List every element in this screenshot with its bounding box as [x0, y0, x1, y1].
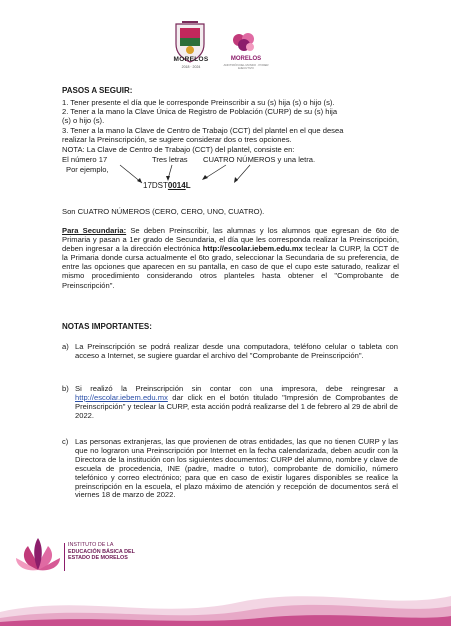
note-son: Son CUATRO NÚMEROS (CERO, CERO, UNO, CUATRO).	[62, 207, 265, 216]
iebem-flower-icon	[14, 536, 62, 574]
note-a-marker: a)	[62, 342, 69, 351]
note-numero: El número 17	[62, 155, 108, 164]
footer-line-1: INSTITUTO DE LA	[68, 542, 114, 548]
note-cuatro: CUATRO NÚMEROS y una letra.	[203, 155, 316, 164]
step-3-cont: realizar la Preinscripción, se sugiere considerar dos o tres opciones.	[62, 135, 292, 144]
footer-wave-decoration	[0, 580, 451, 626]
steps-title: PASOS A SEGUIR:	[62, 86, 133, 95]
note-ejemplo: Por ejemplo,	[66, 165, 109, 174]
notes-title: NOTAS IMPORTANTES:	[62, 322, 152, 331]
note-b	[62, 384, 398, 421]
secundaria-text: Se deben Preinscribir, las alumnas y los alumnos que egresan de 6to de Primaria y pasan a 1er grado de Secundaria, el día que les corresponda realizar la Preinscripción, deben ingresar a la dirección electrónica	[62, 226, 399, 254]
note-line: NOTA: La Clave de Centro de Trabajo (CCT) del plantel, consiste en:	[62, 145, 295, 154]
morelos-flower-icon	[228, 30, 260, 56]
logo-right-text: MORELOS	[230, 56, 262, 62]
footer-divider	[64, 543, 65, 571]
logo-left-text: MORELOS	[173, 56, 209, 63]
cct-part-b: 0014	[167, 181, 186, 190]
footer-institution	[68, 542, 135, 562]
note-b-text-1: Si realizó la Preinscripción sin contar con una impresora, debe reingresar a	[75, 384, 398, 393]
note-b-marker: b)	[62, 384, 69, 393]
secundaria-url[interactable]: http://escolar.iebem.edu.mx	[202, 244, 303, 254]
note-c	[62, 437, 398, 500]
cct-part-c: L	[185, 181, 191, 190]
logo-left-years: 2018 · 2024	[181, 65, 201, 69]
note-b-text-2: dar click en el botón titulado "Impresión de Comprobantes de Preinscripción" y teclear la CURP, esta acción podrá realizarse del 1 de febrero al 29 de abril de 2022.	[75, 392, 398, 420]
step-2: 2. Tener a la mano la Clave Única de Registro de Población (CURP) de su (s) hija	[62, 107, 338, 116]
note-c-text: Las personas extranjeras, las que provienen de otras entidades, las que no tienen CURP y las que no lograron una Preinscripción por Internet en la fecha calendarizada, deben acudir con la Directora de la institución con los siguientes documentos: CURP del alumno, nombre y clave de escuela de procedencia, INE (padre, madre o tutor), comprobante de domicilio, número telefónico y correo electrónico; para que en caso de existir lugares disponibles se realice la preinscripción en la escuela, el plazo máximo de atención y recepción de documentos será el viernes 18 de marzo de 2022.	[75, 437, 398, 500]
note-c-marker: c)	[62, 437, 69, 446]
step-2-cont: (s) o hijo (s).	[62, 116, 105, 125]
note-a	[62, 342, 398, 361]
secundaria-text-2: teclear la CURP, la CCT de la Primaria donde cursa actualmente el 6to grado, seleccionar la Secundaria de su preferencia, de entre las opciones que aparecen en su pantalla, en caso de que el cupo este saturado, realizar el mismo procedimiento considerando otros planteles hasta obtener el "Comprobante de Preinscripción".	[62, 244, 399, 290]
cct-example	[143, 181, 191, 190]
footer-line-3: ESTADO DE MORELOS	[68, 555, 128, 562]
step-1: 1. Tener presente el día que le corresponde Preinscribir a su (s) hija (s) o hijo (s).	[62, 98, 335, 107]
logo-right-subtitle: ANFITRIÓN DEL MUNDO · PODER EJECUTIVO	[223, 63, 269, 71]
arrows-icon	[118, 163, 268, 187]
note-a-text: La Preinscripción se podrá realizar desde una computadora, teléfono celular o tableta con acceso a Internet, se sugiere guardar el archivo del "Comprobante de Preinscripción".	[75, 342, 398, 360]
note-letras: Tres letras	[152, 155, 188, 164]
secundaria-label: Para Secundaria:	[62, 226, 127, 235]
footer-line-2: EDUCACIÓN BÁSICA DEL	[68, 548, 135, 555]
note-b-url[interactable]: http://escolar.iebem.edu.mx	[75, 392, 168, 402]
cct-part-a: 17DST	[143, 181, 168, 190]
secundaria-paragraph	[62, 226, 399, 290]
step-3: 3. Tener a la mano la Clave de Centro de Trabajo (CCT) del plantel en el que desea	[62, 126, 344, 135]
